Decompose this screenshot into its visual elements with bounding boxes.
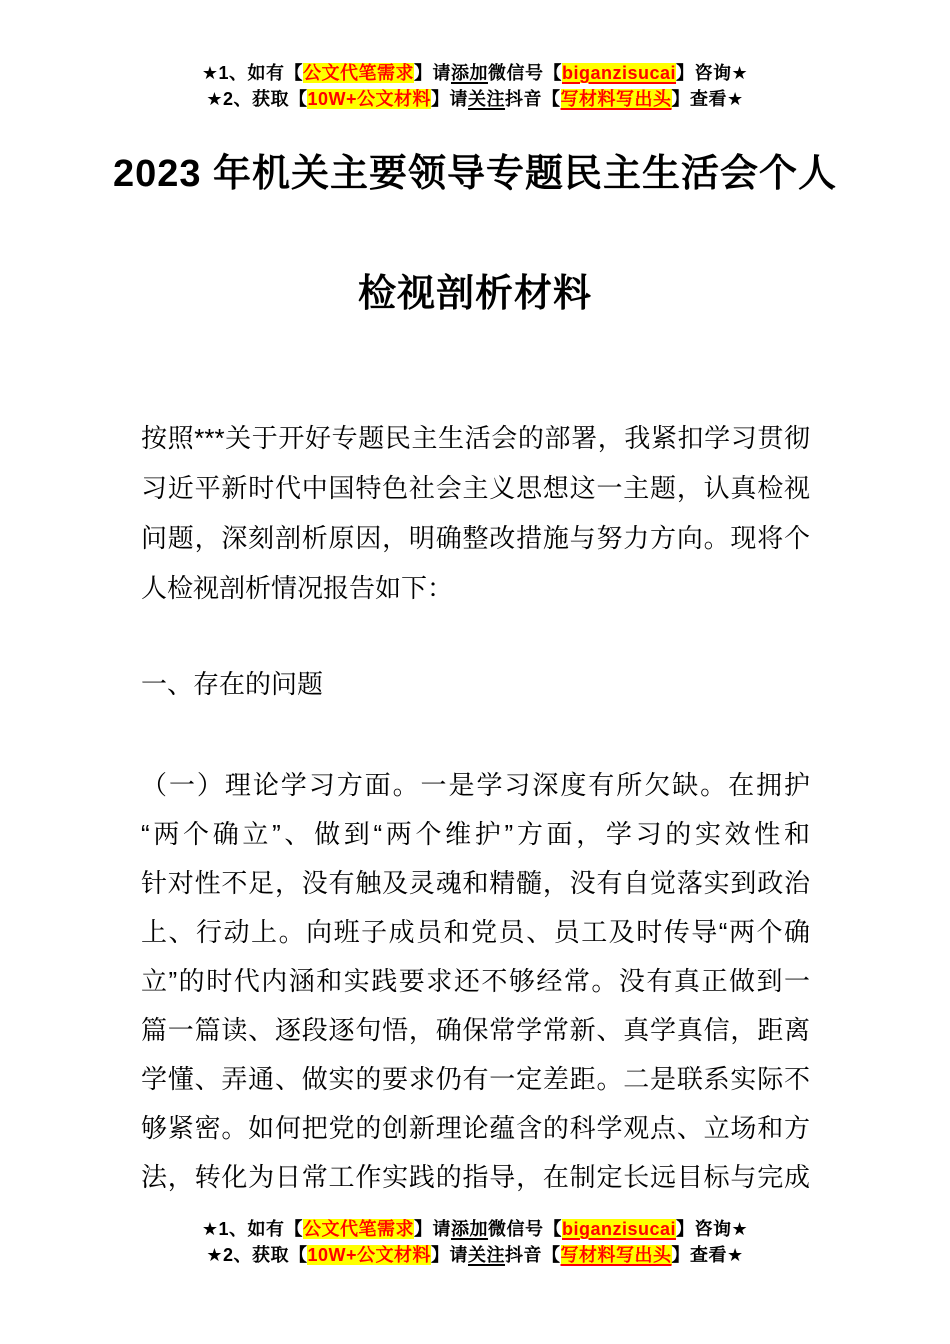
notice-text: ★2、获取【 xyxy=(206,89,308,109)
body-line: 篇一篇读、逐段逐句悟，确保常学常新、真学真信，距离 xyxy=(141,1015,810,1045)
paragraph-intro xyxy=(141,413,810,613)
body-line: 问题，深刻剖析原因，明确整改措施与努力方向。现将个 xyxy=(141,523,810,553)
notice-text: 抖音【 xyxy=(505,89,561,109)
title-line-2: 检视剖析材料 xyxy=(357,273,592,315)
header-notice-line-1 xyxy=(0,60,950,86)
notice-highlight-text: 10W+公文材料 xyxy=(307,89,432,109)
body-line: 学懂、弄通、做实的要求仍有一定差距。二是联系实际不 xyxy=(141,1064,810,1094)
notice-text: ★1、如有【 xyxy=(201,1219,303,1239)
wechat-id-text: biganzisucai xyxy=(561,1219,677,1239)
body-line: 上、行动上。向班子成员和党员、员工及时传导“两个确 xyxy=(141,917,810,947)
footer-notice-line-2 xyxy=(0,1242,950,1268)
notice-underline-text: 添加 xyxy=(450,63,488,83)
notice-text: 微信号【 xyxy=(487,1219,562,1239)
body-line: 法，转化为日常工作实践的指导，在制定长远目标与完成 xyxy=(141,1162,810,1192)
document-title xyxy=(0,146,950,322)
notice-highlight-text: 公文代笔需求 xyxy=(302,63,414,83)
body-line: “两个确立”、做到“两个维护”方面，学习的实效性和 xyxy=(141,819,810,849)
notice-highlight-text: 10W+公文材料 xyxy=(307,1245,432,1265)
header-notice xyxy=(0,60,950,112)
wechat-id-text: biganzisucai xyxy=(561,63,677,83)
notice-text: ★1、如有【 xyxy=(201,63,303,83)
douyin-id-text: 写材料写出头 xyxy=(560,89,672,109)
body-line: 立”的时代内涵和实践要求还不够经常。没有真正做到一 xyxy=(141,966,810,996)
paragraph-problems xyxy=(141,761,810,1202)
body-line: 够紧密。如何把党的创新理论蕴含的科学观点、立场和方 xyxy=(141,1113,810,1143)
body-line: 针对性不足，没有触及灵魂和精髓，没有自觉落实到政治 xyxy=(141,868,810,898)
notice-text: 微信号【 xyxy=(487,63,562,83)
notice-underline-text: 添加 xyxy=(450,1219,488,1239)
notice-underline-text: 关注 xyxy=(468,1245,506,1265)
body-line: （一）理论学习方面。一是学习深度有所欠缺。在拥护 xyxy=(141,770,810,800)
body-line: 习近平新时代中国特色社会主义思想这一主题，认真检视 xyxy=(141,473,810,503)
notice-text: 】请 xyxy=(431,1245,469,1265)
header-notice-line-2 xyxy=(0,86,950,112)
body-line: 按照***关于开好专题民主生活会的部署，我紧扣学习贯彻 xyxy=(141,423,810,453)
section-heading-1: 一、存在的问题 xyxy=(141,669,324,699)
footer-notice xyxy=(0,1216,950,1268)
notice-text: 抖音【 xyxy=(505,1245,561,1265)
notice-text: ★2、获取【 xyxy=(206,1245,308,1265)
notice-text: 】请 xyxy=(431,89,469,109)
notice-underline-text: 关注 xyxy=(468,89,506,109)
notice-text: 】咨询★ xyxy=(676,1219,749,1239)
document-body xyxy=(141,413,810,1202)
notice-text: 】请 xyxy=(413,1219,451,1239)
footer-notice-line-1 xyxy=(0,1216,950,1242)
douyin-id-text: 写材料写出头 xyxy=(560,1245,672,1265)
notice-text: 】请 xyxy=(413,63,451,83)
title-line-1: 2023 年机关主要领导专题民主生活会个人 xyxy=(112,153,838,195)
body-line: 人检视剖析情况报告如下： xyxy=(141,573,454,603)
notice-text: 】咨询★ xyxy=(676,63,749,83)
notice-highlight-text: 公文代笔需求 xyxy=(302,1219,414,1239)
notice-text: 】查看★ xyxy=(671,1245,744,1265)
notice-text: 】查看★ xyxy=(671,89,744,109)
